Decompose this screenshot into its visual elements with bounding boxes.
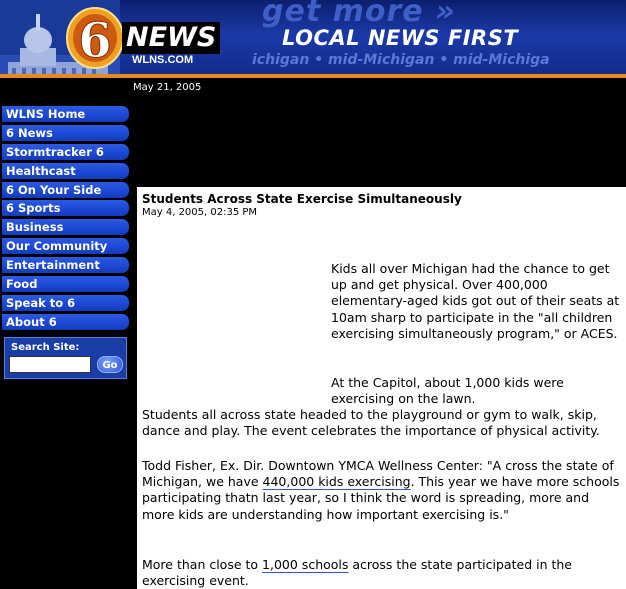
article-byline: May 4, 2005, 02:35 PM: [142, 207, 258, 218]
nav-item-food[interactable]: Food: [2, 276, 129, 292]
sidebar-nav: [0, 106, 130, 333]
promo-text: get more »: [262, 0, 456, 29]
schools-link[interactable]: 1,000 schools: [262, 557, 349, 572]
article-paragraph-1: Kids all over Michigan had the chance to get up and get physical. Over 400,000 elementary-aged kids got out of their seats at 10am sharp to participate in the "all children exercising simultaneously program," or ACES.: [331, 261, 620, 341]
p4-post: across the state participated in the exercising event.: [142, 557, 572, 589]
logo-site: WLNS.COM: [132, 54, 194, 66]
nav-item-business[interactable]: Business: [2, 219, 129, 235]
nav-item-entertainment[interactable]: Entertainment: [2, 257, 129, 273]
p3-post: . This year we have more schools participating thatn last year, so I think the word is spreading, more and more kids are understanding how important exercising is.": [142, 474, 620, 522]
nav-item-6-on-your-side[interactable]: 6 On Your Side: [2, 182, 129, 198]
nav-item-healthcast[interactable]: Healthcast: [2, 163, 129, 179]
article-paragraph-4: [142, 557, 624, 589]
nav-item-speak-to-6[interactable]: Speak to 6: [2, 295, 129, 311]
site-search-box: [4, 337, 127, 379]
accent-stripe: [0, 74, 626, 78]
kids-exercising-link[interactable]: 440,000 kids exercising: [262, 474, 411, 490]
ticker-text: ichigan • mid-Michigan • mid-Michiga: [252, 52, 550, 68]
article-paragraph-3: [142, 458, 624, 523]
p3-pre: Todd Fisher, Ex. Dir. Downtown YMCA Wellness Center: "A cross the state of Michigan, we have: [142, 458, 614, 490]
article-panel: [137, 187, 626, 589]
search-input[interactable]: [9, 356, 91, 373]
nav-item-6-news[interactable]: 6 News: [2, 125, 129, 141]
nav-item-about-6[interactable]: About 6: [2, 314, 129, 330]
nav-item-our-community[interactable]: Our Community: [2, 238, 129, 254]
p4-pre: More than close to: [142, 557, 263, 572]
search-go-button[interactable]: Go: [97, 356, 123, 373]
logo-word: NEWS: [122, 22, 220, 54]
tagline: LOCAL NEWS FIRST: [282, 26, 519, 50]
logo-number: 6: [78, 13, 112, 69]
search-label: Search Site:: [11, 342, 80, 353]
article-headline: Students Across State Exercise Simultaneously: [142, 192, 462, 206]
article-paragraph-2a: At the Capitol, about 1,000 kids were exercising on the lawn.: [331, 375, 564, 407]
nav-item-stormtracker-6[interactable]: Stormtracker 6: [2, 144, 129, 160]
header-banner: [0, 0, 626, 78]
nav-item-wlns-home[interactable]: WLNS Home: [2, 106, 129, 122]
nav-item-6-sports[interactable]: 6 Sports: [2, 200, 129, 216]
article-paragraph-2b: Students all across state headed to the playground or gym to walk, skip, dance and play. The event celebrates the importance of physical activity.: [142, 407, 600, 439]
current-date: May 21, 2005: [133, 82, 202, 93]
channel-6-logo: [64, 2, 126, 70]
